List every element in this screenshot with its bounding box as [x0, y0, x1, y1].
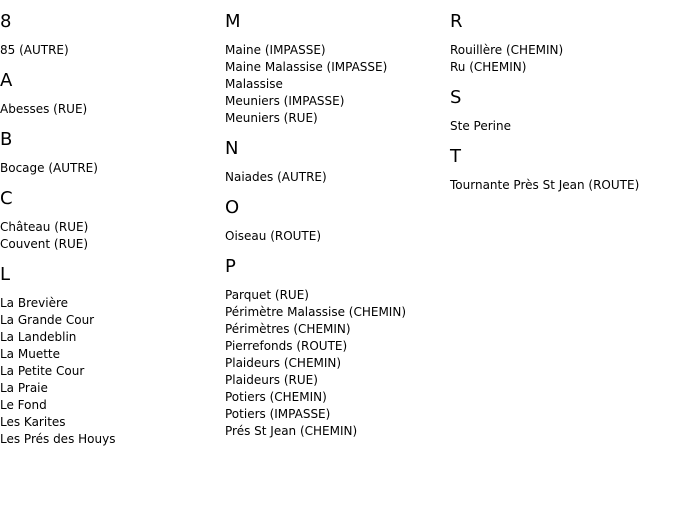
street-item[interactable]: Périmètres (CHEMIN): [225, 322, 351, 336]
street-list: [225, 228, 450, 245]
index-column-3: [450, 0, 675, 202]
street-item[interactable]: Potiers (CHEMIN): [225, 390, 327, 404]
group-letter: L: [0, 264, 11, 285]
street-item[interactable]: Maine Malassise (IMPASSE): [225, 60, 388, 74]
street-list: [225, 169, 450, 186]
street-list: [0, 295, 225, 448]
group-letter: M: [225, 11, 241, 32]
group-letter: P: [225, 256, 236, 277]
group-l: [0, 264, 225, 448]
street-item[interactable]: Oiseau (ROUTE): [225, 229, 322, 243]
street-item[interactable]: Ru (CHEMIN): [450, 60, 527, 74]
street-item[interactable]: La Brevière: [0, 296, 69, 310]
street-item[interactable]: Ste Perine: [450, 119, 511, 133]
street-item[interactable]: Les Karites: [0, 415, 66, 429]
group-s: [450, 87, 675, 135]
street-item[interactable]: Meuniers (IMPASSE): [225, 94, 345, 108]
street-item[interactable]: Potiers (IMPASSE): [225, 407, 331, 421]
group-letter: A: [0, 70, 13, 91]
street-item[interactable]: Abesses (RUE): [0, 102, 88, 116]
street-list: [0, 101, 225, 118]
street-list: [450, 177, 675, 194]
group-c: [0, 188, 225, 253]
street-item[interactable]: Parquet (RUE): [225, 288, 309, 302]
group-letter: T: [450, 146, 461, 167]
street-item[interactable]: Malassise: [225, 77, 283, 91]
street-item[interactable]: Couvent (RUE): [0, 237, 89, 251]
group-8: [0, 11, 225, 59]
street-item[interactable]: La Praie: [0, 381, 48, 395]
street-item[interactable]: Tournante Près St Jean (ROUTE): [450, 178, 640, 192]
group-m: [225, 11, 450, 127]
street-item[interactable]: La Petite Cour: [0, 364, 85, 378]
index-column-1: [0, 0, 225, 456]
street-list: [450, 118, 675, 135]
street-item[interactable]: La Muette: [0, 347, 60, 361]
group-letter: 8: [0, 11, 12, 32]
group-letter: R: [450, 11, 463, 32]
street-item[interactable]: Naiades (AUTRE): [225, 170, 327, 184]
index-column-2: [225, 0, 450, 448]
street-list: [0, 42, 225, 59]
street-item[interactable]: Les Prés des Houys: [0, 432, 116, 446]
street-list: [450, 42, 675, 76]
street-item[interactable]: Pierrefonds (ROUTE): [225, 339, 348, 353]
group-a: [0, 70, 225, 118]
group-letter: O: [225, 197, 240, 218]
group-o: [225, 197, 450, 245]
street-item[interactable]: 85 (AUTRE): [0, 43, 69, 57]
street-list: [225, 287, 450, 440]
street-list: [0, 219, 225, 253]
group-r: [450, 11, 675, 76]
group-n: [225, 138, 450, 186]
street-item[interactable]: Bocage (AUTRE): [0, 161, 98, 175]
group-p: [225, 256, 450, 440]
street-item[interactable]: Château (RUE): [0, 220, 89, 234]
group-b: [0, 129, 225, 177]
street-item[interactable]: Meuniers (RUE): [225, 111, 318, 125]
street-item[interactable]: Rouillère (CHEMIN): [450, 43, 564, 57]
street-item[interactable]: Périmètre Malassise (CHEMIN): [225, 305, 407, 319]
street-item[interactable]: Prés St Jean (CHEMIN): [225, 424, 358, 438]
street-item[interactable]: Le Fond: [0, 398, 47, 412]
group-letter: C: [0, 188, 13, 209]
street-item[interactable]: La Grande Cour: [0, 313, 95, 327]
group-letter: B: [0, 129, 13, 150]
street-list: [225, 42, 450, 127]
street-item[interactable]: La Landeblin: [0, 330, 77, 344]
street-item[interactable]: Plaideurs (CHEMIN): [225, 356, 342, 370]
street-list: [0, 160, 225, 177]
group-t: [450, 146, 675, 194]
street-item[interactable]: Maine (IMPASSE): [225, 43, 326, 57]
group-letter: N: [225, 138, 239, 159]
street-item[interactable]: Plaideurs (RUE): [225, 373, 318, 387]
group-letter: S: [450, 87, 462, 108]
